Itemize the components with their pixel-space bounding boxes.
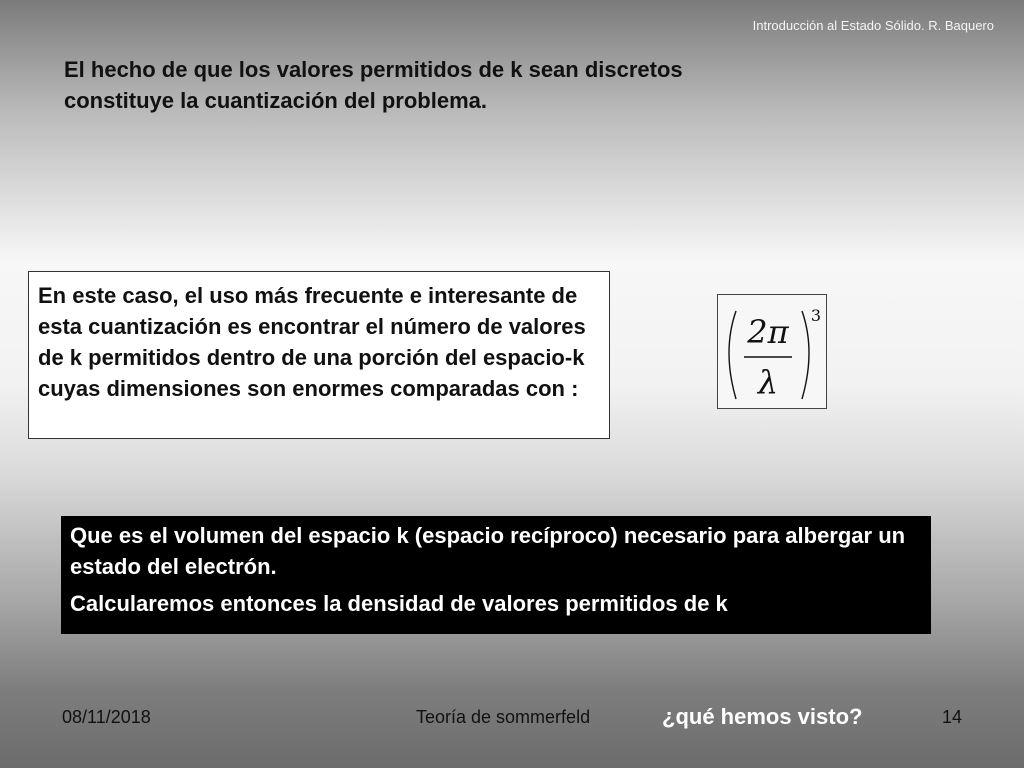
formula-exponent: 3: [810, 306, 822, 325]
conclusion-box: [61, 516, 931, 634]
intro-text: El hecho de que los valores permitidos de k sean discretos constituye la cuantización del problema.: [64, 57, 683, 113]
formula-box: [717, 294, 827, 409]
conclusion-line-1: Que es el volumen del espacio k (espacio recíproco) necesario para albergar un estado del electrón.: [70, 523, 906, 579]
conclusion-line-2: Calcularemos entonces la densidad de valores permitidos de k: [70, 591, 728, 616]
formula-numerator: 2π: [747, 313, 789, 351]
footer-title: Teoría de sommerfeld: [416, 707, 591, 727]
explanation-box: En este caso, el uso más frecuente e interesante de esta cuantización es encontrar el número de valores de k permitidos dentro de una porción del espacio-k cuyas dimensiones son enormes comparadas con :: [28, 271, 610, 439]
header-note: Introducción al Estado Sólido. R. Baquero: [752, 18, 994, 33]
formula-denominator: λ: [757, 363, 779, 401]
left-paren-shape: [729, 311, 736, 399]
formula-graphic: [718, 295, 826, 408]
what-have-we-seen-link[interactable]: ¿qué hemos visto?: [662, 704, 863, 729]
right-paren-shape: [802, 311, 809, 399]
page-number: 14: [942, 707, 963, 727]
footer-date: 08/11/2018: [62, 707, 151, 727]
